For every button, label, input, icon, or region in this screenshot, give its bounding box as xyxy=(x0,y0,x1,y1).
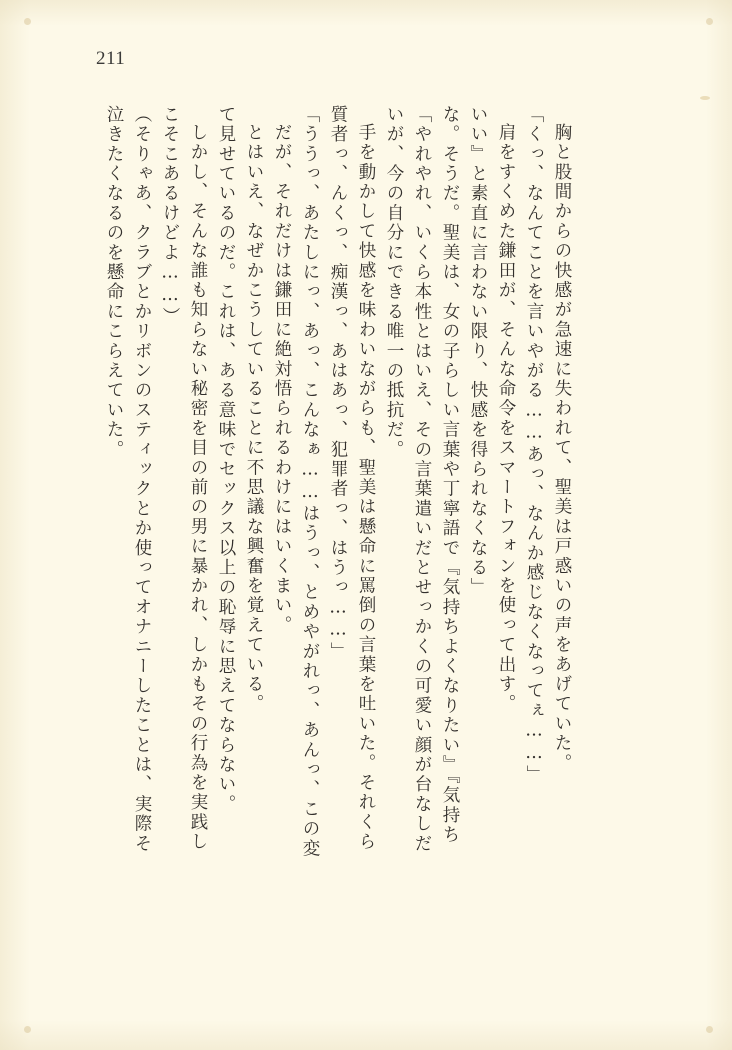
paper-speck xyxy=(700,96,710,100)
page-edge-shading-top xyxy=(0,0,732,26)
text-line: （そりゃあ、クラブとかリボンのスティックとか使ってオナニーしたことは、実際そ xyxy=(132,105,152,854)
page-edge-shading-left xyxy=(0,0,30,1050)
text-line: 泣きたくなるのを懸命にこらえていた。 xyxy=(104,105,124,460)
text-line: 「やれやれ、いくら本性とはいえ、その言葉遣いだとせっかくの可愛い顔が台なしだ xyxy=(412,105,432,854)
page-edge-shading-right xyxy=(706,0,732,1050)
text-line: な。そうだ。聖美は、女の子らしい言葉や丁寧語で『気持ちよくなりたい』『気持ち xyxy=(440,105,460,845)
text-line: 「ううっ、あたしにっ、あっ、こんなぁ……はうっ、とめやがれっ、あんっ、この変 xyxy=(300,105,320,859)
text-line: こそこあるけどよ……） xyxy=(160,105,180,327)
text-line: 肩をすくめた鎌田が、そんな命令をスマートフォンを使って出す。 xyxy=(496,123,516,714)
text-line: 「くっ、なんてことを言いやがる……あっ、なんか感じなくなってぇ……」 xyxy=(524,105,544,785)
text-line: とはいえ、なぜかこうしていることに不思議な興奮を覚えている。 xyxy=(244,123,264,714)
body-text xyxy=(94,105,654,905)
text-line: いい』と素直に言わない限り、快感を得られなくなる」 xyxy=(468,105,488,598)
text-line: て見せているのだ。これは、ある意味でセックス以上の恥辱に思えてならない。 xyxy=(216,105,236,815)
text-line: 質者っ、んくっ、痴漢っ、あはあっ、犯罪者っ、はうっ……」 xyxy=(328,105,348,662)
text-line: しかし、そんな誰も知らない秘密を目の前の男に暴かれ、しかもその行為を実践し xyxy=(188,123,208,852)
text-line: 胸と股間からの快感が急速に失われて、聖美は戸惑いの声をあげていた。 xyxy=(552,123,572,774)
paper-speck xyxy=(706,1026,713,1033)
text-line: いが、今の自分にできる唯一の抵抗だ。 xyxy=(384,105,404,460)
page-edge-shading-bottom xyxy=(0,1020,732,1050)
text-line: 手を動かして快感を味わいながらも、聖美は懸命に罵倒の言葉を吐いた。それくら xyxy=(356,123,376,852)
paper-speck xyxy=(24,18,31,25)
paper-speck xyxy=(24,1026,31,1033)
text-line: だが、それだけは鎌田に絶対悟られるわけにはいくまい。 xyxy=(272,123,292,636)
page-number: 211 xyxy=(96,48,126,69)
paper-speck xyxy=(706,18,713,25)
